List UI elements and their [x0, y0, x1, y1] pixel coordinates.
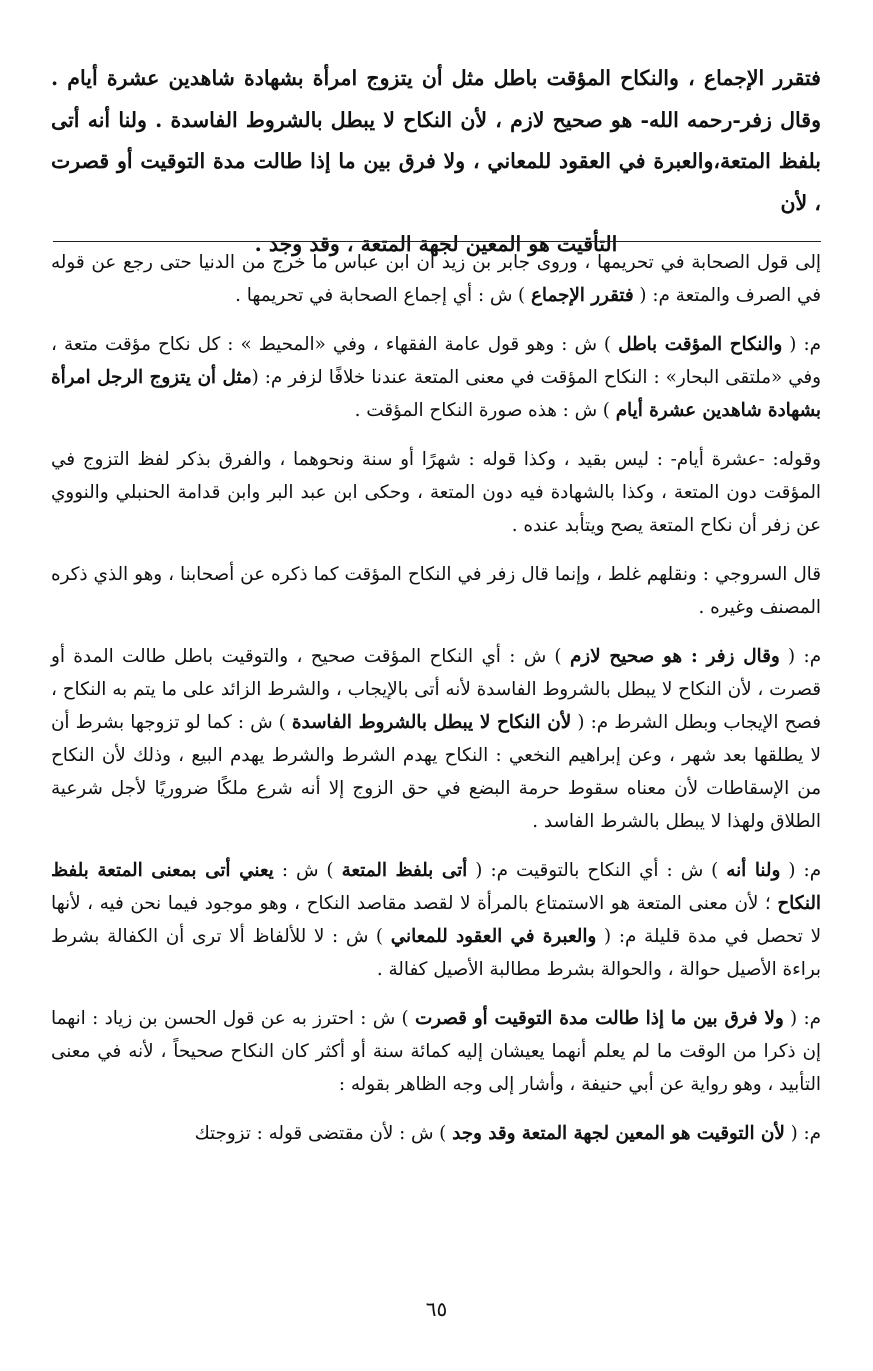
commentary-paragraph — [51, 443, 821, 542]
main-text-line: فتقرر الإجماع ، والنكاح المؤقت باطل مثل أن يتزوج امرأة بشهادة شاهدين عشرة أيام . وقال — [51, 66, 821, 132]
commentary-text: ) ش : لأن مقتضى قوله : تزوجتك — [194, 1123, 453, 1144]
main-text-line: التأقيت هو المعين لجهة المتعة ، وقد وجد . — [254, 232, 618, 256]
commentary-text: ) ش : أي النكاح بالتوقيت م: ( — [467, 860, 727, 881]
quoted-main-text: أتى بلفظ المتعة — [341, 860, 468, 881]
commentary-text: م: ( — [784, 1123, 821, 1144]
quoted-main-text: وقال زفر : هو صحيح لازم — [569, 646, 780, 667]
commentary-text: م: ( — [779, 646, 822, 667]
separator-line — [53, 241, 821, 242]
commentary-text: ) ش : كما لو تزوجها بشرط أن لا يطلقها بعد شهر ، وعن إبراهيم النخعي : النكاح يهدم الشرط والشرط يهدم البيع ، وذلك لأن النكاح من الإسقاطات لأن معناه سقوط حرمة البضع في حق الزوج إلا أنه شرع ملكًا ضروريًا لأجل شرعية الطلاق ولهذا لا يبطل بالشرط الفاسد . — [51, 712, 821, 832]
commentary-text: ) ش : احترز به عن قول الحسن بن زياد : انهما إن ذكرا من الوقت ما لم يعلم أنهما يعيشان إليه كمائة سنة أو أكثر كان النكاح صحيحاً ، لأنه في معنى التأبيد ، وهو رواية عن أبي حنيفة ، وأشار إلى وجه الظاهر بقوله : — [51, 1008, 821, 1095]
commentary-text: وقوله: -عشرة أيام- : ليس بقيد ، وكذا قوله : شهرًا أو سنة ونحوهما ، والفرق بذكر لفظ التزوج في المؤقت دون المتعة ، وكذا بالشهادة فيه دون المتعة ، وحكى ابن عبد البر وابن قدامة الحنبلي والنووي عن زفر أن نكاح المتعة يصح ويتأبد عنده . — [51, 449, 821, 536]
commentary-text: م: ( — [782, 334, 821, 355]
quoted-main-text: لأن التوقيت هو المعين لجهة المتعة وقد وجد — [452, 1123, 785, 1144]
quoted-main-text: لأن النكاح لا يبطل بالشروط الفاسدة — [291, 712, 572, 733]
main-text-line: المتعة،والعبرة في العقود للمعاني ، ولا فرق بين ما إذا طالت مدة التوقيت أو قصرت ، لأن — [51, 149, 821, 215]
quoted-main-text: ولنا أنه — [726, 860, 781, 881]
commentary-text: م: ( — [780, 860, 822, 881]
commentary-paragraph — [51, 246, 821, 312]
commentary-text: ) ش : لا للألفاظ ألا ترى أن الكفالة بشرط براءة الأصيل حوالة ، والحوالة بشرط مطالبة الأصيل كفالة . — [51, 926, 821, 980]
quoted-main-text: فتقرر الإجماع — [530, 285, 634, 306]
main-text-line: زفر-رحمه الله- هو صحيح لازم ، لأن النكاح لا يبطل بالشروط الفاسدة . ولنا أنه أتى بلفظ — [51, 107, 822, 173]
commentary-text: ؛ لأن معنى المتعة هو الاستمتاع بالمرأة لا لقصد مقاصد النكاح ، وهو موجود فيما نحن فيه ، لأنها لا تحصل في مدة قليلة م: ( — [51, 893, 822, 947]
commentary-text: م: ( — [783, 1008, 822, 1029]
page-number: ٦٥ — [425, 1297, 448, 1321]
commentary-paragraph — [51, 1002, 821, 1101]
commentary-paragraph — [51, 854, 821, 986]
commentary-text: قال السروجي : ونقلهم غلط ، وإنما قال زفر في النكاح المؤقت كما ذكره عن أصحابنا ، وهو الذي ذكره المصنف وغيره . — [51, 564, 821, 618]
commentary-text: إلى قول الصحابة في تحريمها ، وروى جابر بن زيد أن ابن عباس ما خرج من الدنيا حتى رجع عن قوله في الصرف والمتعة م: ( — [51, 252, 821, 306]
commentary-text: ) ش : أي النكاح المؤقت صحيح ، والتوقيت باطل طالت المدة أو قصرت ، لأن النكاح لا يبطل بالشروط الفاسدة لأنه أتى بالإيجاب ، والشرط الزائد على ما يتم به النكاح ، فصح الإيجاب وبطل الشرط م: ( — [51, 646, 821, 733]
commentary-text: ) ش : أي إجماع الصحابة في تحريمها . — [235, 285, 531, 306]
commentary-block — [51, 246, 821, 1166]
quoted-main-text: يعني أتى بمعنى المتعة بلفظ النكاح — [51, 860, 821, 914]
commentary-paragraph — [51, 1117, 821, 1150]
quoted-main-text: مثل أن يتزوج الرجل امرأة بشهادة شاهدين عشرة أيام — [51, 367, 821, 421]
commentary-paragraph — [51, 558, 821, 624]
commentary-text: ) ش : وهو قول عامة الفقهاء ، وفي «المحيط » : كل نكاح مؤقت متعة ، وفي «ملتقى البحار» : النكاح المؤقت في معنى المتعة عندنا خلافًا لزفر م: ( — [51, 334, 821, 388]
quoted-main-text: ولا فرق بين ما إذا طالت مدة التوقيت أو قصرت — [414, 1008, 784, 1029]
main-text-block — [51, 58, 821, 266]
commentary-paragraph — [51, 328, 821, 427]
commentary-paragraph — [51, 640, 821, 838]
commentary-text: ) ش : — [273, 860, 342, 881]
quoted-main-text: والنكاح المؤقت باطل — [618, 334, 783, 355]
quoted-main-text: والعبرة في العقود للمعاني — [390, 926, 597, 947]
commentary-text: ) ش : هذه صورة النكاح المؤقت . — [354, 400, 616, 421]
